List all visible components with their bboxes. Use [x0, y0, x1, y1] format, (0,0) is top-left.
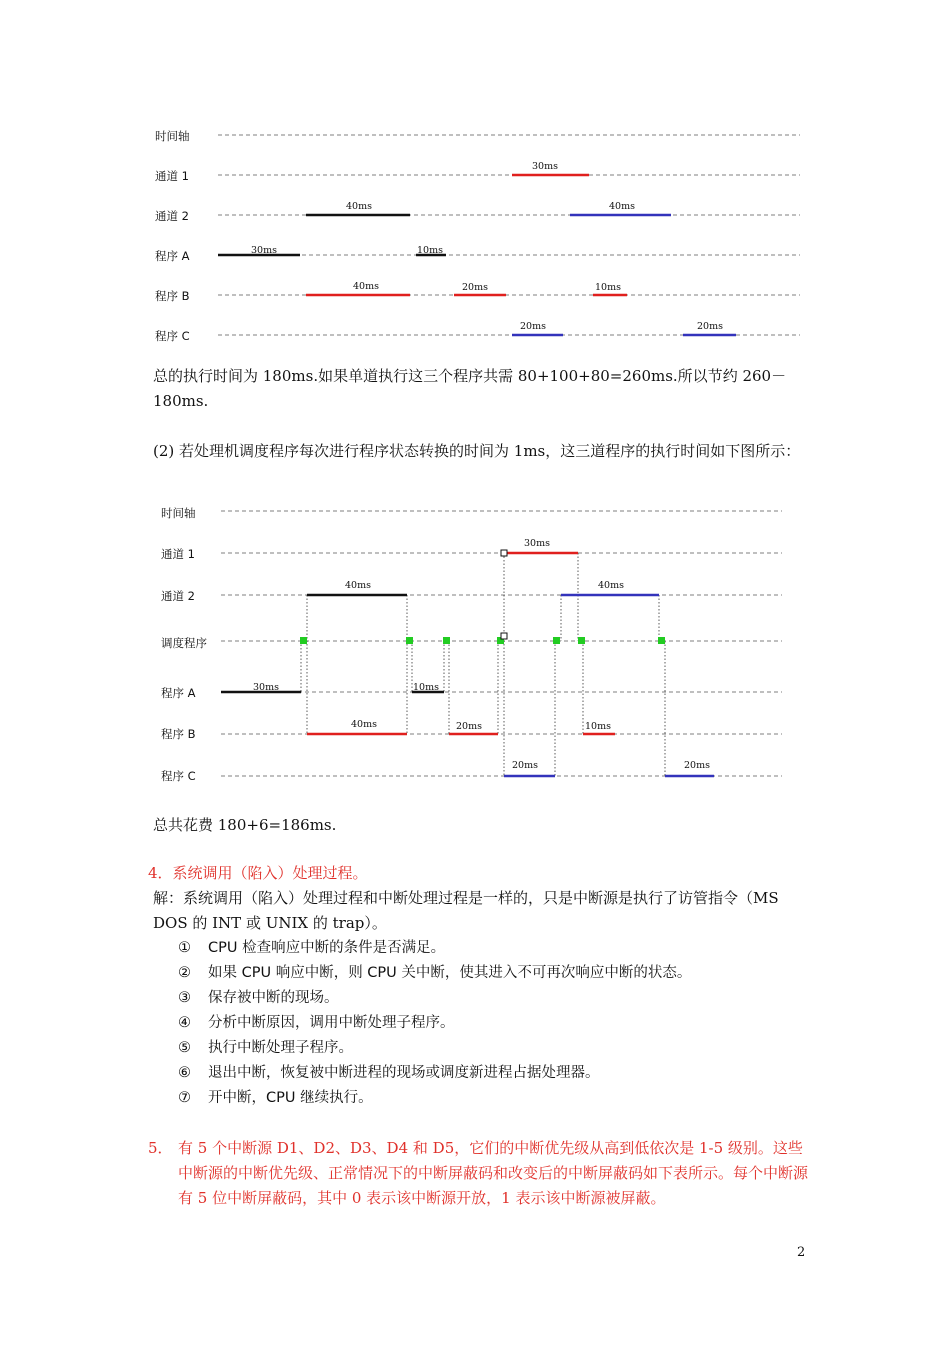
question-5-text: 有 5 个中断源 D1、D2、D3、D4 和 D5，它们的中断优先级从高到低依次是 1-5 级别。这些中断源的中断优先级、正常情况下的中断屏蔽码和改变后的中断屏蔽码如下表所示。每个中断源有 5 位中断屏蔽码，其中 0 表示该中断源开放，1 表示该中断源被屏蔽。	[178, 1139, 809, 1207]
scheduler-marker	[443, 637, 450, 644]
step-number: ⑤	[178, 1040, 191, 1056]
row-label-program-a: 程序 A	[161, 686, 196, 700]
row-label-channel-2: 通道 2	[161, 589, 195, 603]
step-text: CPU 检查响应中断的条件是否满足。	[208, 940, 446, 956]
total-time-text: 总的执行时间为 180ms.如果单道执行这三个程序共需 80+100+80=260ms.所以节约 260－180ms.	[153, 367, 787, 410]
step-text: 如果 CPU 响应中断，则 CPU 关中断，使其进入不可再次响应中断的状态。	[208, 965, 692, 981]
row-label-time-axis: 时间轴	[155, 129, 190, 143]
scheduler-marker	[553, 637, 560, 644]
segment-label: 20ms	[684, 760, 710, 771]
segment-label: 40ms	[609, 201, 635, 212]
segment-label: 10ms	[413, 682, 439, 693]
row-label-program-a: 程序 A	[155, 249, 190, 263]
scheduler-marker	[300, 637, 307, 644]
segment-label: 40ms	[346, 201, 372, 212]
step-item	[178, 986, 339, 1011]
row-baselines	[218, 135, 800, 335]
step-item	[178, 961, 691, 986]
segment-label: 30ms	[532, 161, 558, 172]
segment-label: 10ms	[595, 282, 621, 293]
step-number: ⑦	[178, 1090, 191, 1106]
step-item	[178, 1086, 373, 1111]
row-label-program-c: 程序 C	[155, 329, 190, 343]
step-text: 退出中断，恢复被中断进程的现场或调度新进程占据处理器。	[208, 1065, 600, 1081]
row-label-channel-1: 通道 1	[155, 169, 189, 183]
row-label-program-b: 程序 B	[155, 289, 190, 303]
timing-diagram-2-svg	[0, 495, 950, 795]
segment-label: 30ms	[251, 245, 277, 256]
timing-diagram-1	[0, 118, 950, 353]
step-item	[178, 1036, 353, 1061]
row-label-channel-1: 通道 1	[161, 547, 195, 561]
question-4-heading: 4．系统调用（陷入）处理过程。	[148, 864, 368, 882]
page-number: 2	[797, 1245, 806, 1260]
step-number: ⑥	[178, 1065, 191, 1081]
handle-marker	[501, 550, 507, 556]
step-number: ②	[178, 965, 191, 981]
step-number: ③	[178, 990, 191, 1006]
segment-label: 20ms	[512, 760, 538, 771]
segment-label: 20ms	[462, 282, 488, 293]
segment-label: 20ms	[520, 321, 546, 332]
segment-label: 10ms	[585, 721, 611, 732]
step-number: ④	[178, 1015, 191, 1031]
step-text: 执行中断处理子程序。	[208, 1040, 353, 1056]
segment-label: 40ms	[353, 281, 379, 292]
step-item	[178, 936, 445, 961]
row-label-scheduler: 调度程序	[161, 636, 207, 650]
segment-label: 40ms	[598, 580, 624, 591]
step-number: ①	[178, 940, 191, 956]
row-label-program-b: 程序 B	[161, 727, 196, 741]
segment-label: 20ms	[697, 321, 723, 332]
handle-marker	[501, 633, 507, 639]
total-cost-text: 总共花费 180+6=186ms.	[153, 816, 337, 834]
question-2-text: (2) 若处理机调度程序每次进行程序状态转换的时间为 1ms，这三道程序的执行时间如下图所示：	[153, 442, 801, 460]
timing-diagram-1-svg	[0, 118, 950, 353]
question-5-number: 5．	[148, 1139, 173, 1157]
scheduler-marker	[406, 637, 413, 644]
row-label-time-axis: 时间轴	[161, 506, 196, 520]
segment-label: 10ms	[417, 245, 443, 256]
segment-label: 30ms	[253, 682, 279, 693]
step-text: 分析中断原因，调用中断处理子程序。	[208, 1015, 455, 1031]
scheduler-markers	[300, 637, 665, 644]
row-label-channel-2: 通道 2	[155, 209, 189, 223]
question-4-answer: 解：系统调用（陷入）处理过程和中断处理过程是一样的，只是中断源是执行了访管指令（MS DOS 的 INT 或 UNIX 的 trap）。	[153, 889, 779, 932]
step-text: 开中断，CPU 继续执行。	[208, 1090, 373, 1106]
segment-label: 30ms	[524, 538, 550, 549]
scheduler-marker	[658, 637, 665, 644]
segment-label: 40ms	[345, 580, 371, 591]
step-item	[178, 1061, 600, 1086]
step-text: 保存被中断的现场。	[208, 990, 339, 1006]
row-label-program-c: 程序 C	[161, 769, 196, 783]
segment-label: 40ms	[351, 719, 377, 730]
timing-diagram-2	[0, 495, 950, 795]
segment-label: 20ms	[456, 721, 482, 732]
scheduler-marker	[578, 637, 585, 644]
step-item	[178, 1011, 455, 1036]
